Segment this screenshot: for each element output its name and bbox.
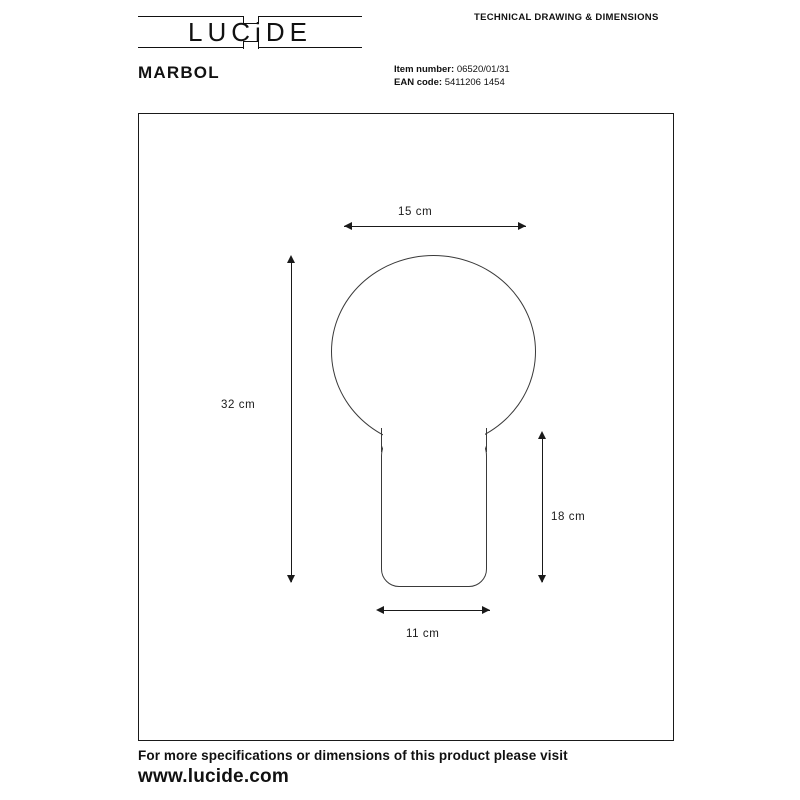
product-meta (394, 63, 510, 89)
arrow-left-base-width-icon (376, 606, 384, 614)
ean-code-row (394, 76, 510, 89)
lamp-neck-left-edge (381, 428, 382, 452)
dimension-line-base-height (542, 434, 543, 582)
arrow-left-shade-width-icon (344, 222, 352, 230)
lamp-neck-mask (383, 428, 485, 452)
dimension-label-base-width: 11 cm (406, 628, 440, 640)
brand-logo (138, 16, 362, 48)
arrow-right-shade-width-icon (518, 222, 526, 230)
lamp-neck-right-edge (486, 428, 487, 452)
item-number-label: Item number: (394, 64, 455, 75)
lamp-shade-shape (331, 255, 536, 448)
dimension-label-base-height: 18 cm (551, 511, 586, 523)
ean-code-value: 5411206 1454 (444, 77, 505, 88)
technical-drawing-label: TECHNICAL DRAWING & DIMENSIONS (474, 12, 659, 23)
arrow-down-base-height-icon (538, 575, 546, 583)
dimension-line-total-height (291, 258, 292, 582)
dimension-label-total-height: 32 cm (221, 399, 256, 411)
arrow-down-total-height-icon (287, 575, 295, 583)
dimension-line-shade-width (344, 226, 526, 227)
footer-text: For more specifications or dimensions of this product please visit (138, 748, 568, 763)
item-number-value: 06520/01/31 (456, 64, 510, 75)
ean-code-label: EAN code: (394, 77, 443, 88)
page-title: MARBOL (138, 63, 220, 82)
dimension-line-base-width (378, 610, 490, 611)
arrow-up-base-height-icon (538, 431, 546, 439)
footer-website-link[interactable]: www.lucide.com (138, 766, 289, 787)
item-number-row (394, 63, 510, 76)
arrow-right-base-width-icon (482, 606, 490, 614)
lamp-base-shape (381, 430, 487, 587)
arrow-up-total-height-icon (287, 255, 295, 263)
dimension-label-shade-width: 15 cm (398, 206, 433, 218)
brand-logo-text: LUCiDE (188, 17, 312, 47)
